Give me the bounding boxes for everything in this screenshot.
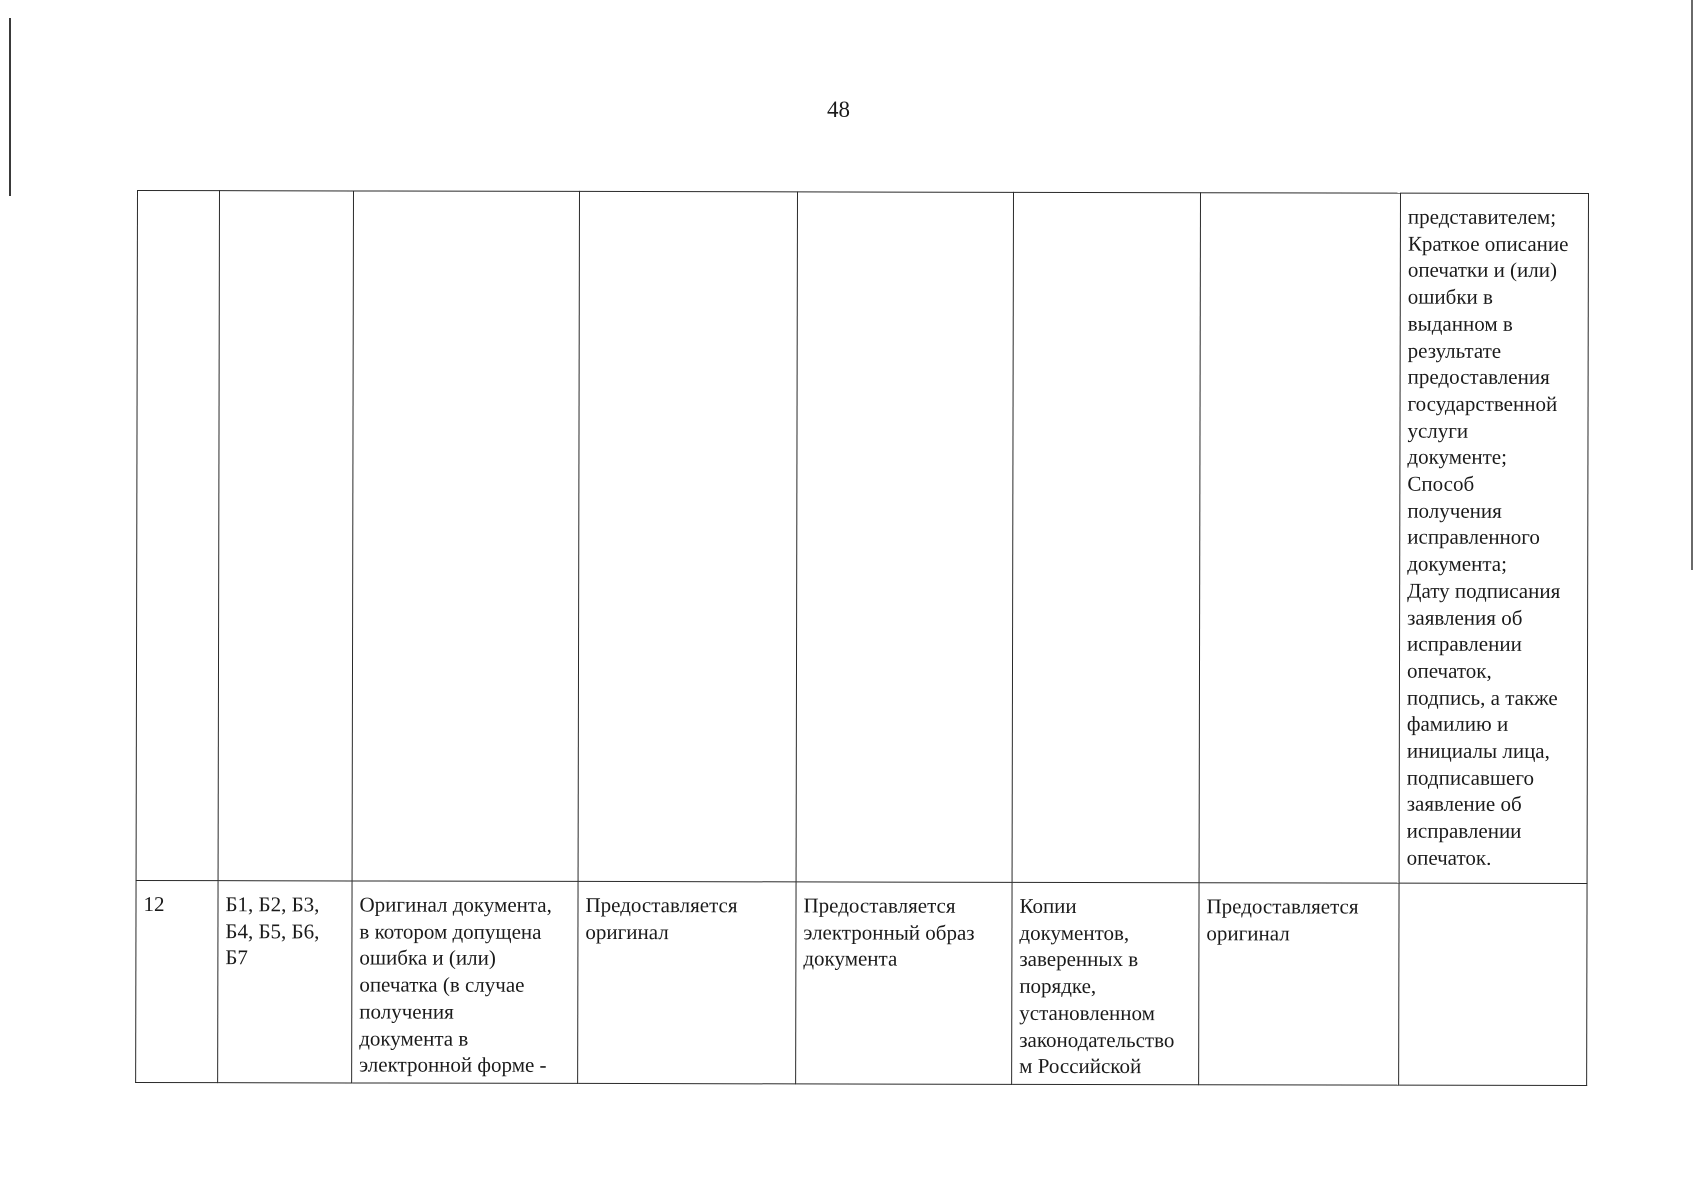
table-cell-document: Оригинал документа, в котором допущена ошибка и (или) опечатка (в случае получения документа в электронной форме - xyxy=(352,881,578,1083)
table-row xyxy=(136,880,1587,1085)
table-cell-category xyxy=(218,191,353,881)
table-cell-presentation xyxy=(1199,193,1400,883)
table-cell-electronic-form xyxy=(796,192,1013,882)
page-number: 48 xyxy=(827,97,850,122)
table-cell-paper-form xyxy=(578,191,797,881)
table-row xyxy=(136,191,1588,884)
table-cell-requirements: Копии документов, заверенных в порядке, установленном законодательство м Российской xyxy=(1012,882,1199,1084)
table-cell-category: Б1, Б2, Б3, Б4, Б5, Б6, Б7 xyxy=(218,881,352,1083)
table-cell-presentation: Предоставляется оригинал xyxy=(1199,883,1399,1085)
table-cell-requirements xyxy=(1012,192,1200,882)
table-cell-number: 12 xyxy=(136,880,218,1082)
table-cell-paper-form: Предоставляется оригинал xyxy=(578,881,796,1083)
table-cell-filling-requirements: представителем; Краткое описание опечатки и (или) ошибки в выданном в результате предоставления государственной услуги документе; Способ получения исправленного документа; Дату подписания заявления об исправлении опечаток, подпись, а также фамилию и инициалы лица, подписавшего заявление об исправлении опечаток. xyxy=(1399,193,1588,883)
table-cell-filling-requirements xyxy=(1399,883,1587,1085)
table-cell-document xyxy=(352,191,579,881)
table-cell-number xyxy=(136,191,219,881)
scan-edge-left xyxy=(9,18,11,196)
table-cell-electronic-form: Предоставляется электронный образ документа xyxy=(796,882,1012,1084)
document-table xyxy=(135,190,1589,1086)
scan-edge-right xyxy=(1691,0,1693,570)
